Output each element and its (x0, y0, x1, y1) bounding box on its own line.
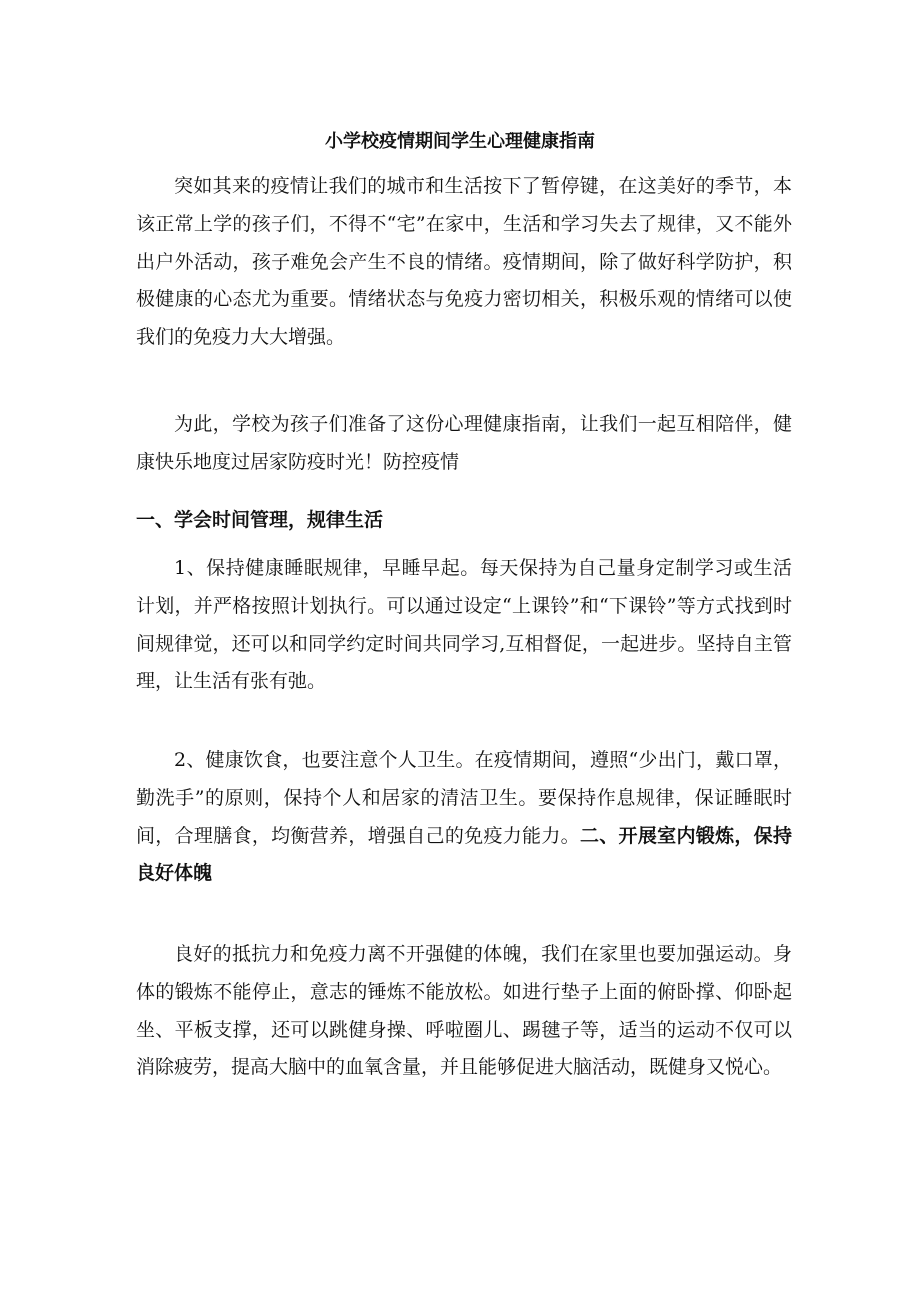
section-1-item-2-text: 2、健康饮食，也要注意个人卫生。在疫情期间，遵照“少出门，戴口罩，勤洗手”的原则，保持个人和居家的清洁卫生。要保持作息规律，保证睡眠时间，合理膳食，均衡营养，增强自己的免疫力能力。 (136, 749, 792, 847)
section-1-item-1: 1、保持健康睡眠规律，早睡早起。每天保持为自己量身定制学习或生活计划，并严格按照计划执行。可以通过设定“上课铃”和“下课铃”等方式找到时间规律觉，还可以和同学约定时间共同学习,互相督促，一起进步。坚持自主管理，让生活有张有弛。 (136, 557, 792, 693)
document-title: 小学校疫情期间学生心理健康指南 (325, 131, 595, 152)
section-2-paragraph: 良好的抵抗力和免疫力离不开强健的体魄，我们在家里也要加强运动。身体的锻炼不能停止，意志的锤炼不能放松。如进行垫子上面的俯卧撑、仰卧起坐、平板支撑，还可以跳健身操、呼啦圈儿、踢毽子等，适当的运动不仅可以消除疲劳，提高大脑中的血氧含量，并且能够促进大脑活动，既健身又悦心。 (136, 943, 792, 1079)
intro-paragraph-2: 为此，学校为孩子们准备了这份心理健康指南，让我们一起互相陪伴，健康快乐地度过居家防疫时光！防控疫情 (136, 413, 792, 473)
intro-paragraph-1: 突如其来的疫情让我们的城市和生活按下了暂停键，在这美好的季节，本该正常上学的孩子们，不得不“宅”在家中，生活和学习失去了规律，又不能外出户外活动，孩子难免会产生不良的情绪。疫情期间，除了做好科学防护，积极健康的心态尤为重要。情绪状态与免疫力密切相关，积极乐观的情绪可以使我们的免疫力大大增强。 (136, 175, 792, 349)
section-1-item-2 (136, 742, 792, 893)
section-2-heading: 二、开展室内锻炼，保持良好体魄 (136, 824, 792, 885)
section-1-heading: 一、学会时间管理，规律生活 (136, 509, 384, 531)
